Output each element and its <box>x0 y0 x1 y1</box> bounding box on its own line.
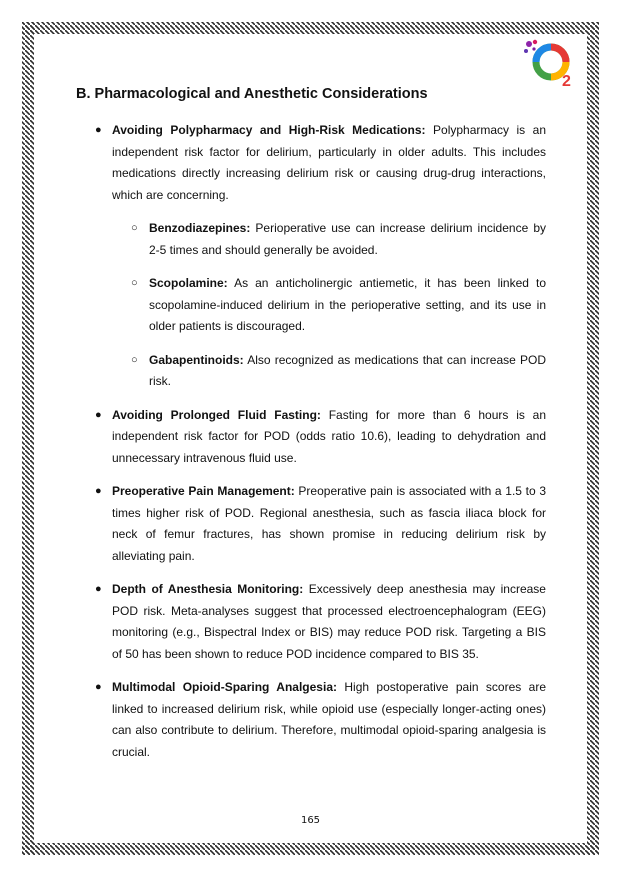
list-item-title: Avoiding Polypharmacy and High-Risk Medications: <box>112 123 426 137</box>
list-item-text: High postoperative pain scores are linked to increased delirium risk, while opioid use (especially longer-acting ones) can also contribute to delirium. Therefore, multimodal opioid-sparing analgesia is crucial. <box>112 680 546 759</box>
filled-bullet-icon: ● <box>95 681 102 693</box>
sub-list <box>112 218 546 393</box>
list-item-text: Excessively deep anesthesia may increase POD risk. Meta-analyses suggest that processed electroencephalogram (EEG) monitoring (e.g., Bispectral Index or BIS) may reduce POD risk. Targeting a BIS of 50 has been shown to reduce POD incidence compared to BIS 35. <box>112 582 546 661</box>
list-item-title: Preoperative Pain Management: <box>112 484 295 498</box>
o2-logo-subscript: 2 <box>562 73 571 88</box>
list-item <box>94 677 546 763</box>
list-item <box>94 481 546 567</box>
sub-item-title: Gabapentinoids: <box>149 352 244 367</box>
sub-list-item <box>112 350 546 393</box>
list-item-title: Multimodal Opioid-Sparing Analgesia: <box>112 680 337 694</box>
o2-logo <box>522 38 578 88</box>
sub-item-title: Scopolamine: <box>149 276 228 290</box>
section-content <box>94 120 546 775</box>
list-item-title: Depth of Anesthesia Monitoring: <box>112 582 304 596</box>
hollow-bullet-icon: ○ <box>131 277 138 289</box>
list-item <box>94 579 546 665</box>
page-number: 165 <box>300 815 321 826</box>
list-item <box>94 405 546 470</box>
list-item <box>94 120 546 393</box>
filled-bullet-icon: ● <box>95 408 102 421</box>
main-list <box>94 120 546 763</box>
sub-list-item <box>112 218 546 261</box>
sub-list-item <box>112 273 546 338</box>
sub-item-title: Benzodiazepines: <box>149 221 251 235</box>
hollow-bullet-icon: ○ <box>131 353 138 366</box>
sub-item-text: As an anticholinergic antiemetic, it has been linked to scopolamine-induced delirium in the perioperative setting, and its use in older patients is discouraged. <box>149 276 546 333</box>
list-item-text: Preoperative pain is associated with a 1.5 to 3 times higher risk of POD. Regional anesthesia, such as fascia iliaca block for neck of femur fractures, has shown promise in reducing delirium risk by alleviating pain. <box>112 484 546 563</box>
list-item-text: Fasting for more than 6 hours is an independent risk factor for POD (odds ratio 10.6), leading to dehydration and unnecessary intravenous fluid use. <box>112 407 546 465</box>
filled-bullet-icon: ● <box>95 124 102 136</box>
section-heading: B. Pharmacological and Anesthetic Considerations <box>76 86 428 102</box>
list-item-text: Polypharmacy is an independent risk factor for delirium, particularly in older adults. This includes medications directly increasing delirium risk or causing drug-drug interactions, which are concerning. <box>112 123 547 202</box>
list-item-title: Avoiding Prolonged Fluid Fasting: <box>112 407 321 422</box>
sub-item-text: Also recognized as medications that can increase POD risk. <box>149 352 546 388</box>
hollow-bullet-icon: ○ <box>131 222 138 234</box>
sub-item-text: Perioperative use can increase delirium incidence by 2-5 times and should generally be avoided. <box>149 221 546 257</box>
filled-bullet-icon: ● <box>95 583 102 595</box>
filled-bullet-icon: ● <box>95 485 102 497</box>
